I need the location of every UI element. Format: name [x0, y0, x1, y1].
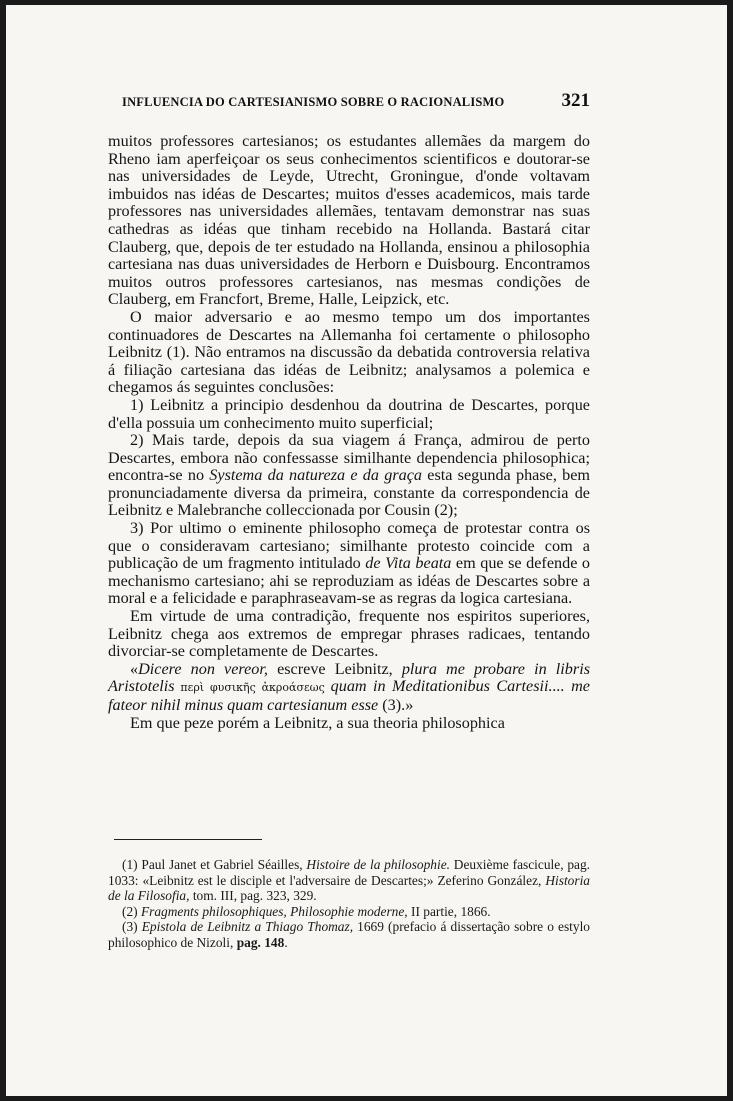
fn2-b: II partie, 1866. — [407, 903, 491, 919]
quote-close: (3).» — [378, 696, 414, 714]
conclusion-item-1: 1) Leibnitz a principio desdenhou da doutrina de Descartes, porque d'ella possuia um conhecimento muito superficial; — [108, 395, 590, 432]
item2-text-a: 2) Mais tarde, depois da sua viagem á França, admirou de perto Descartes, embora não confessasse similhante dependencia philosophica; encontra-se no — [108, 431, 590, 485]
fn1-a: (1) Paul Janet et Gabriel Séailles, — [122, 857, 307, 872]
item2-text-b: esta segunda phase, bem pronunciadamente diversa da primeira, constante da correspondencia de Leibnitz e Malebranche colleccionada por Cousin (2); — [108, 466, 590, 520]
footnotes — [108, 857, 590, 951]
quote-greek: περὶ φυσικῆς ἀκροάσεως — [174, 681, 331, 695]
fn1-title-2: Historia de la Filosofia, — [108, 872, 590, 904]
latin-quote — [108, 661, 590, 715]
fn1-title-1: Histoire de la philosophie. — [306, 857, 451, 872]
fn3-b: 1669 (prefacio á dissertação sobre o estylo philosophico de Nizoli, — [108, 919, 590, 950]
fn2-a: (2) — [122, 903, 141, 919]
book-page — [6, 5, 727, 1096]
item3-text-a: 3) Por ultimo o eminente philosopho começa de protestar contra os que o consideravam cartesiano; similhante protesto coincide com a publicação de um fragmento intitulado — [108, 519, 590, 573]
footnote-3 — [108, 919, 590, 950]
paragraph-theory: Em que peze porém a Leibnitz, a sua theoria philosophica — [130, 713, 505, 732]
item3-text-b: em que se defende o mechanismo cartesiano; ahi se reproduziam as idéas de Descartes sobre a moral e a felicidade e paraphraseavam-se as regras da logica cartesiana. — [108, 554, 590, 608]
fn3-title: Epistola de Leibnitz a Thiago Thomaz, — [141, 919, 354, 935]
quote-open: « — [130, 659, 139, 678]
quote-italic-1: Dicere non vereor, — [138, 659, 268, 678]
quote-mid: escreve Leibnitz, — [267, 659, 402, 678]
body-text — [108, 133, 590, 732]
paragraph-leibnitz-intro: O maior adversario e ao mesmo tempo um dos importantes continuadores de Descartes na Allemanha foi certamente o philosopho Leibnitz (1). Não entramos na discussão da debatida controversia relativa á filiação cartesiana das idéas de Leibnitz; analysamos a polemica e chegamos ás seguintes conclusões: — [108, 307, 590, 397]
page-number: 321 — [561, 90, 590, 111]
fn2-title: Fragments philosophiques, Philosophie moderne, — [140, 903, 408, 919]
footnote-divider — [114, 839, 262, 840]
footnote-1 — [108, 857, 590, 904]
fn3-c: . — [284, 934, 288, 950]
conclusion-item-3 — [108, 520, 590, 608]
page-header — [122, 90, 590, 116]
paragraph-contradiction: Em virtude de uma contradição, frequente nos espiritos superiores, Leibnitz chega aos extremos de empregar phrases radicaes, tentando divorciar-se completamente de Descartes. — [108, 607, 590, 661]
conclusion-item-2 — [108, 432, 590, 520]
quote-italic-2: plura me probare in libris Aristotelis — [108, 659, 590, 696]
fn1-b: Deuxième fascicule, pag. 1033: «Leibnitz est le disciple et l'adversaire de Descartes;» Zeferino González, — [108, 857, 590, 888]
fn1-c: tom. III, pag. 323, 329. — [189, 888, 317, 904]
footnote-2 — [108, 904, 590, 920]
running-head: INFLUENCIA DO CARTESIANISMO SOBRE O RACIONALISMO — [122, 95, 505, 109]
item2-title: Systema da natureza e da graça — [209, 466, 422, 485]
quote-italic-3: quam in Meditationibus Cartesii.... me fateor nihil minus quam cartesianum esse — [108, 677, 590, 714]
paragraph-continuation: muitos professores cartesianos; os estudantes allemães da margem do Rheno iam aperfeiçoar os seus conhecimentos scientificos e doutorar-se nas universidades de Leyde, Utrecht, Groningue, d'onde voltavam imbuidos nas idéas de Descartes; muitos d'esses academicos, mais tarde professores nas universidades allemães, tentavam demonstrar nas suas cathedras as idéas que tinham recebido na Hollanda. Bastará citar Clauberg, que, depois de ter estudado na Hollanda, ensinou a philosophia cartesiana nas duas universidades de Herborn e Duisbourg. Encontramos muitos outros professores cartesianos, nas mesmas condições de Clauberg, em Francfort, Breme, Halle, Leipzick, etc. — [108, 132, 590, 309]
fn3-page-ref: pag. 148 — [236, 934, 285, 950]
fn3-a: (3) — [122, 919, 142, 935]
item3-title: de Vita beata — [365, 554, 452, 573]
